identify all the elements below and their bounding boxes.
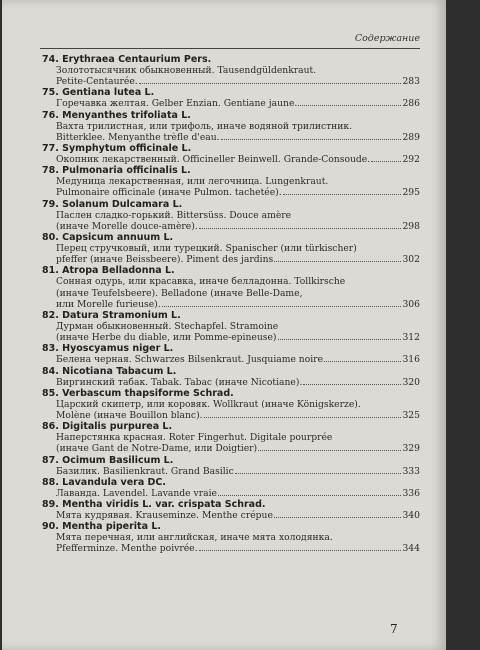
entry-line [42, 488, 420, 499]
entry-text: (иначе Gant de Notre-Dame, или Doigtier) [56, 443, 258, 455]
entry-title: 82. Datura Stramonium L. [42, 310, 181, 322]
entry-title: 74. Erythraea Centaurium Pers. [42, 54, 212, 65]
entry-page-number: 286 [402, 98, 420, 110]
dot-leader [218, 488, 402, 496]
entry-page-number: 340 [402, 510, 420, 522]
entry-line [42, 543, 420, 554]
dot-leader [274, 254, 401, 262]
entry-line [42, 299, 420, 310]
dot-leader [199, 221, 402, 229]
dot-leader [204, 410, 402, 418]
dot-leader [371, 154, 401, 162]
entry-line [42, 377, 420, 388]
dot-leader [258, 443, 401, 451]
entry-text: (иначе Morelle douce-amère). [56, 220, 198, 232]
entry-line [42, 132, 420, 143]
entry-line: Сонная одурь, или красавка, иначе белладонна. Tollkirsche [56, 276, 346, 288]
entry-text: (иначе Herbe du diable, или Pomme-epineuse) [56, 332, 277, 344]
entry-line: Наперстянка красная. Roter Fingerhut. Digitale pourprée [56, 432, 333, 444]
dot-leader [235, 466, 402, 474]
entry-title: 88. Lavandula vera DC. [42, 476, 167, 488]
entry-page-number: 344 [402, 543, 420, 555]
book-page [2, 0, 446, 650]
entry-line [42, 221, 420, 232]
toc-entry [42, 521, 420, 554]
entry-title: 85. Verbascum thapsiforme Schrad. [42, 387, 234, 399]
page-number: 7 [390, 622, 398, 636]
entry-title: 77. Symphytum officinale L. [42, 143, 192, 155]
entry-page-number: 292 [402, 154, 420, 166]
entry-text: или Morelle furieuse). [56, 298, 161, 310]
dot-leader [283, 187, 402, 195]
entry-title: 80. Capsicum annuum L. [42, 232, 174, 244]
entry-line [42, 76, 420, 87]
entry-title: 86. Digitalis purpurea L. [42, 421, 173, 433]
toc-entry [42, 455, 420, 477]
toc-entry [42, 199, 420, 232]
entry-line: Паслен сладко-горький. Bittersüss. Douce amère [56, 209, 292, 221]
toc-entry [42, 343, 420, 365]
dot-leader [298, 98, 401, 106]
entry-line [42, 254, 420, 265]
entry-line: Золототысячник обыкновенный. Tausendgüldenkraut. [56, 65, 317, 76]
entry-line: (иначе Teufelsbeere). Belladone (иначе Belle-Dame, [56, 287, 303, 299]
page-header [40, 28, 420, 49]
entry-line: Медуница лекарственная, или легочница. Lungenkraut. [56, 176, 329, 188]
entry-text: Pulmonaire officinale (иначе Pulmon. tachetée). [56, 187, 282, 199]
entry-page-number: 320 [402, 376, 420, 388]
toc-entry [42, 87, 420, 109]
entry-page-number: 333 [402, 465, 420, 477]
entry-title: 76. Menyanthes trifoliata L. [42, 109, 191, 121]
toc-entry [42, 477, 420, 499]
entry-line [42, 410, 420, 421]
toc-entry [42, 421, 420, 454]
entry-text: Bitterklee. Menyanthe trèfle d'eau. [56, 131, 220, 143]
entry-page-number: 298 [402, 220, 420, 232]
dot-leader [274, 510, 402, 518]
entry-line: Дурман обыкновенный. Stechapfel. Stramoine [56, 321, 279, 333]
entry-text: pfeffer (иначе Beissbeere). Piment des jardins [56, 254, 274, 266]
dot-leader [324, 354, 401, 362]
entry-title: 83. Hyoscyamus niger L. [42, 343, 174, 355]
entry-line: Вахта трилистная, или трифоль, иначе водяной трилистник. [56, 120, 353, 132]
entry-page-number: 283 [402, 76, 420, 88]
toc-entry [42, 143, 420, 165]
entry-title: 81. Atropa Belladonna L. [42, 265, 175, 277]
entry-line [42, 187, 420, 198]
entry-page-number: 325 [402, 410, 420, 422]
dot-leader [162, 299, 402, 307]
table-of-contents [42, 54, 420, 555]
toc-entry [42, 499, 420, 521]
entry-page-number: 336 [402, 487, 420, 499]
entry-line [42, 510, 420, 521]
entry-line [42, 332, 420, 343]
toc-entry [42, 310, 420, 343]
entry-text: Базилик. Basilienkraut. Grand Basilic [56, 465, 234, 477]
entry-text: Горечавка желтая. Gelber Enzian. Gentiane jaune. [56, 98, 298, 110]
entry-page-number: 316 [402, 354, 420, 366]
entry-title: 78. Pulmonaria officinalis L. [42, 165, 191, 177]
dot-leader [139, 76, 402, 84]
toc-entry [42, 232, 420, 265]
entry-text: Лаванда. Lavendel. Lavande vraie [56, 487, 217, 499]
entry-line: Мята перечная, или английская, иначе мята холодянка. [56, 532, 333, 544]
entry-page-number: 295 [402, 187, 420, 199]
toc-entry [42, 265, 420, 310]
entry-title: 79. Solanum Dulcamara L. [42, 198, 183, 210]
entry-title: 87. Ocimum Basilicum L. [42, 454, 174, 466]
entry-line: Перец стручковый, или турецкий. Spanischer (или türkischer) [56, 243, 357, 255]
entry-text: Мята кудрявая. Krauseminze. Menthe crépue [56, 510, 273, 522]
entry-line [42, 354, 420, 365]
toc-entry [42, 388, 420, 421]
entry-line: Царский скипетр, или коровяк. Wollkraut (иначе Königskerze). [56, 398, 361, 410]
entry-text: Белена черная. Schwarzes Bilsenkraut. Jusquiame noire [56, 354, 324, 366]
entry-title: 89. Mentha viridis L. var. crispata Schrad. [42, 499, 266, 511]
entry-page-number: 329 [402, 443, 420, 455]
entry-title: 90. Mentha piperita L. [42, 521, 161, 533]
entry-line [42, 154, 420, 165]
toc-entry [42, 110, 420, 143]
entry-line [42, 443, 420, 454]
toc-entry [42, 54, 420, 87]
toc-entry [42, 366, 420, 388]
entry-page-number: 302 [402, 254, 420, 266]
entry-text: Molène (иначе Bouillon blanc). [56, 410, 203, 422]
entry-text: Окопник лекарственный. Officineller Beinwell. Grande-Consoude. [56, 154, 371, 166]
dot-leader [303, 377, 401, 385]
header-title: Содержание [354, 33, 420, 44]
entry-text: Виргинский табак. Tabak. Tabac (иначе Nicotiane). [56, 376, 303, 388]
dot-leader [199, 543, 402, 551]
toc-entry [42, 165, 420, 198]
entry-title: 75. Gentiana lutea L. [42, 87, 155, 99]
entry-page-number: 306 [402, 298, 420, 310]
entry-line [42, 466, 420, 477]
entry-text: Petite-Centaurée. [56, 76, 138, 88]
entry-text: Pfefferminze. Menthe poivrée. [56, 543, 198, 555]
entry-page-number: 312 [402, 332, 420, 344]
dot-leader [221, 132, 402, 140]
entry-title: 84. Nicotiana Tabacum L. [42, 365, 177, 377]
entry-page-number: 289 [402, 131, 420, 143]
dot-leader [278, 332, 402, 340]
entry-line [42, 98, 420, 109]
